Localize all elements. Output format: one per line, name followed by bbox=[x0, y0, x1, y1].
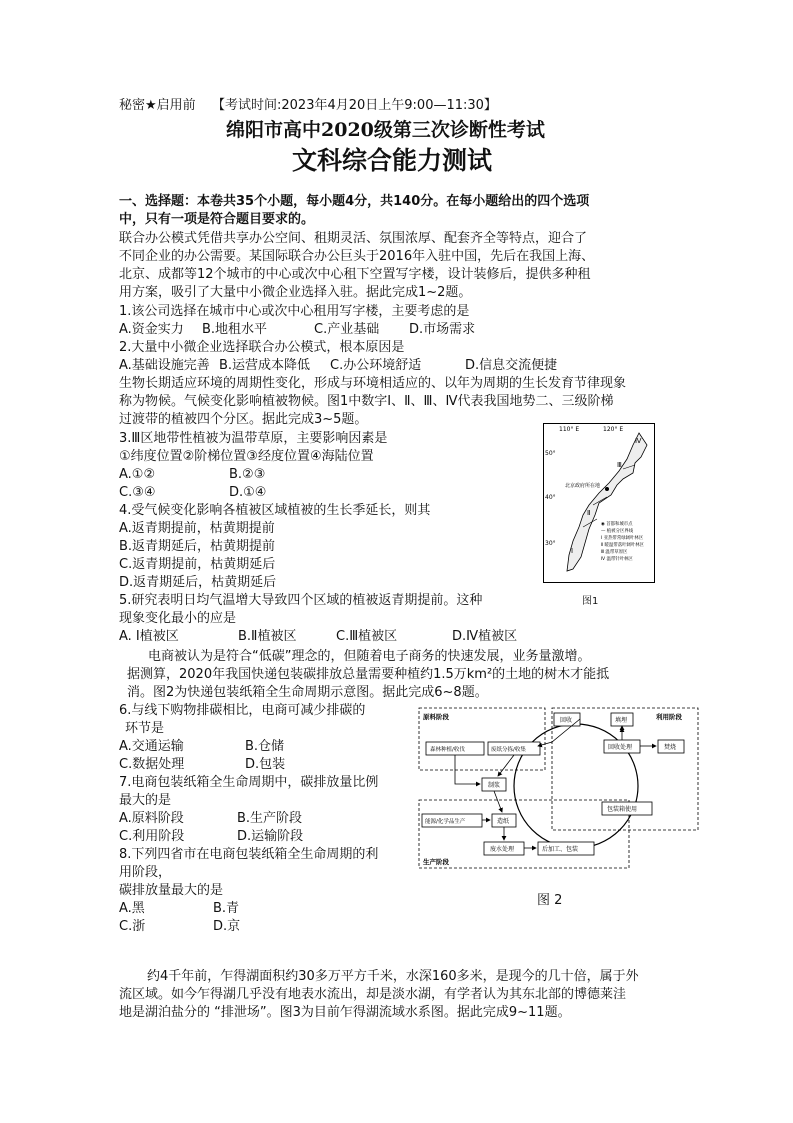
box-energy-label: 能源/化学品生产 bbox=[425, 819, 466, 825]
zone-label: Ⅱ bbox=[587, 509, 591, 517]
q1-option-b: B.地租水平 bbox=[202, 322, 268, 337]
q3-option-b: B.②③ bbox=[229, 467, 266, 482]
passage1-line: 北京、成都等12个城市的中心或次中心租下空置写字楼，设计装修后，提供多种租 bbox=[119, 267, 591, 282]
q1-option-c: C.产业基础 bbox=[314, 322, 380, 337]
map-lat-label: 40° bbox=[545, 494, 556, 501]
exam-subject: 文科综合能力测试 bbox=[292, 146, 493, 175]
map-legend-item: Ⅳ 温带针叶林区 bbox=[601, 557, 633, 562]
stage-label-production: 生产阶段 bbox=[423, 858, 449, 866]
passage1-line: 用方案，吸引了大量中小微企业选择入驻。据此完成1~2题。 bbox=[119, 285, 472, 300]
q8-option-a: A.黑 bbox=[119, 901, 145, 916]
q8-option-b: B.青 bbox=[213, 901, 240, 916]
box-wastepaper-label: 废纸分拣/收集 bbox=[491, 747, 526, 753]
zone-label: Ⅰ bbox=[571, 547, 574, 555]
q7-option-c: C.利用阶段 bbox=[119, 829, 185, 844]
map-legend-item: Ⅱ 暖温带落叶阔叶林区 bbox=[601, 543, 645, 548]
zone-label: Ⅲ bbox=[617, 461, 622, 469]
q5-stem-line1: 5.研究表明日均气温增大导致四个区域的植被返青期提前。这种 bbox=[119, 593, 483, 608]
q5-option-a: A. Ⅰ植被区 bbox=[119, 629, 179, 644]
q4-option-c: C.返青期提前，枯黄期延后 bbox=[119, 557, 276, 572]
exam-secret-label: 秘密★启用前 bbox=[119, 98, 196, 113]
box-landfill-label: 填埋 bbox=[615, 717, 628, 724]
figure2-lifecycle-diagram bbox=[418, 706, 700, 870]
map-lon-label: 120° E bbox=[603, 426, 624, 433]
box-pulp-label: 制浆 bbox=[488, 782, 501, 789]
q7-option-b: B.生产阶段 bbox=[237, 811, 303, 826]
box-wastewater-label: 废水处理 bbox=[490, 846, 515, 853]
map-legend-item: Ⅲ 温带草原区 bbox=[601, 550, 628, 555]
q1-stem: 1.该公司选择在城市中心或次中心租用写字楼，主要考虑的是 bbox=[119, 304, 470, 319]
stage-region-production bbox=[419, 800, 629, 868]
q7-stem-line1: 7.电商包装纸箱全生命周期中，碳排放量比例 bbox=[119, 775, 379, 790]
q5-option-d: D.Ⅳ植被区 bbox=[452, 629, 518, 644]
map-city-label: 北京政府所在地 bbox=[565, 483, 601, 489]
q8-option-c: C.浙 bbox=[119, 919, 146, 934]
q6-option-a: A.交通运输 bbox=[119, 739, 184, 754]
q3-option-a: A.①② bbox=[119, 467, 156, 482]
q3-option-d: D.①④ bbox=[229, 485, 267, 500]
section-intro-line2: 中，只有一项是符合题目要求的。 bbox=[119, 212, 315, 227]
box-recycle-label: 回收 bbox=[560, 717, 573, 724]
q3-stem: 3.Ⅲ区地带性植被为温带草原，主要影响因素是 bbox=[119, 431, 388, 446]
q4-stem: 4.受气候变化影响各植被区域植被的生长季延长，则其 bbox=[119, 503, 431, 518]
q7-option-d: D.运输阶段 bbox=[237, 829, 304, 844]
map-legend-item: ◉ 首都和城市点 bbox=[601, 522, 633, 527]
q1-option-a: A.资金实力 bbox=[119, 322, 184, 337]
map-lat-label: 30° bbox=[545, 540, 556, 547]
zone-label: Ⅳ bbox=[635, 437, 642, 445]
exam-time: 【考试时间:2023年4月20日上午9:00—11:30】 bbox=[212, 98, 497, 113]
capital-marker-icon bbox=[605, 487, 609, 491]
map-legend-item: — 植被分区界线 bbox=[601, 529, 634, 534]
passage3-line: 消。图2为快递包装纸箱全生命周期示意图。据此完成6~8题。 bbox=[127, 685, 488, 700]
q7-option-a: A.原料阶段 bbox=[119, 811, 184, 826]
figure1-map bbox=[543, 423, 655, 583]
box-burn-label: 焚烧 bbox=[664, 744, 677, 751]
q2-option-a: A.基础设施完善 bbox=[119, 358, 210, 373]
stage-label-raw: 原料阶段 bbox=[423, 713, 449, 721]
q3-option-c: C.③④ bbox=[119, 485, 156, 500]
q8-stem-line3: 碳排放量最大的是 bbox=[119, 883, 224, 898]
q5-option-b: B.Ⅱ植被区 bbox=[238, 629, 297, 644]
passage1-line: 不同企业的办公需要。某国际联合办公巨头于2016年入驻中国，先后在我国上海、 bbox=[119, 249, 595, 264]
passage2-line: 过渡带的植被四个分区。据此完成3~5题。 bbox=[119, 412, 368, 427]
box-paper-label: 造纸 bbox=[497, 818, 510, 825]
section-intro-line1: 一、选择题：本卷共35个小题，每小题4分，共140分。在每小题给出的四个选项 bbox=[119, 194, 590, 209]
map-lon-label: 110° E bbox=[559, 426, 580, 433]
passage2-line: 称为物候。气候变化影响植被物候。图1中数字Ⅰ、Ⅱ、Ⅲ、Ⅳ代表我国地势二、三级阶梯 bbox=[119, 394, 614, 409]
exam-title: 绵阳市高中2020级第三次诊断性考试 bbox=[226, 119, 545, 141]
q1-option-d: D.市场需求 bbox=[409, 322, 476, 337]
q4-option-a: A.返青期提前，枯黄期提前 bbox=[119, 521, 275, 536]
q4-option-b: B.返青期延后，枯黄期提前 bbox=[119, 539, 276, 554]
q2-option-c: C.办公环境舒适 bbox=[330, 358, 422, 373]
map-lat-label: 50° bbox=[545, 450, 556, 457]
passage4-line: 地是湖泊盐分的 “排泄场”。图3为目前乍得湖流域水系图。据此完成9~11题。 bbox=[119, 1005, 571, 1020]
q2-option-d: D.信息交流便捷 bbox=[465, 358, 558, 373]
passage1-line: 联合办公模式凭借共享办公空间、租期灵活、氛围浓厚、配套齐全等特点，迎合了 bbox=[119, 231, 588, 246]
box-use-label: 包装箱使用 bbox=[607, 806, 638, 813]
stage-label-use: 利用阶段 bbox=[656, 713, 682, 721]
figure2-caption: 图 2 bbox=[537, 893, 563, 908]
q3-statements: ①纬度位置②阶梯位置③经度位置④海陆位置 bbox=[119, 449, 374, 464]
passage4-line: 流区域。如今乍得湖几乎没有地表水流出，却是淡水湖，有学者认为其东北部的博德莱洼 bbox=[119, 987, 627, 1002]
passage3-line: 电商被认为是符合“低碳”理念的，但随着电子商务的快速发展，业务量激增。 bbox=[148, 649, 591, 664]
q7-stem-line2: 最大的是 bbox=[119, 793, 172, 808]
passage4-line: 约4千年前，乍得湖面积约30多万平方千米，水深160多米，是现今的几十倍，属于外 bbox=[147, 969, 639, 984]
q8-stem-line2: 用阶段， bbox=[119, 865, 172, 880]
q4-option-d: D.返青期延后，枯黄期延后 bbox=[119, 575, 277, 590]
box-forest-label: 森林种植/收伐 bbox=[430, 747, 465, 753]
q6-option-d: D.包装 bbox=[245, 757, 286, 772]
q5-stem-line2: 现象变化最小的应是 bbox=[119, 611, 237, 626]
q5-option-c: C.Ⅲ植被区 bbox=[336, 629, 398, 644]
box-recycle-processing-label: 回收处理 bbox=[608, 744, 633, 751]
q6-stem-line1: 6.与线下购物排碳相比，电商可减少排碳的 bbox=[119, 703, 366, 718]
q6-stem-line2: 环节是 bbox=[125, 721, 165, 736]
figure1-caption: 图1 bbox=[582, 596, 599, 607]
q2-option-b: B.运营成本降低 bbox=[219, 358, 311, 373]
q8-option-d: D.京 bbox=[213, 919, 241, 934]
q8-stem-line1: 8.下列四省市在电商包装纸箱全生命周期的利 bbox=[119, 847, 379, 862]
map-legend-item: Ⅰ 亚热带常绿阔叶林区 bbox=[601, 536, 644, 541]
passage3-line: 据测算，2020年我国快递包装碳排放总量需要种植约1.5万km²的土地的树木才能抵 bbox=[127, 667, 610, 682]
box-postprocess-label: 后加工、包装 bbox=[542, 846, 579, 853]
q6-option-b: B.仓储 bbox=[245, 739, 285, 754]
q6-option-c: C.数据处理 bbox=[119, 757, 185, 772]
q2-stem: 2.大量中小微企业选择联合办公模式，根本原因是 bbox=[119, 340, 405, 355]
passage2-line: 生物长期适应环境的周期性变化，形成与环境相适应的、以年为周期的生长发育节律现象 bbox=[119, 376, 627, 391]
